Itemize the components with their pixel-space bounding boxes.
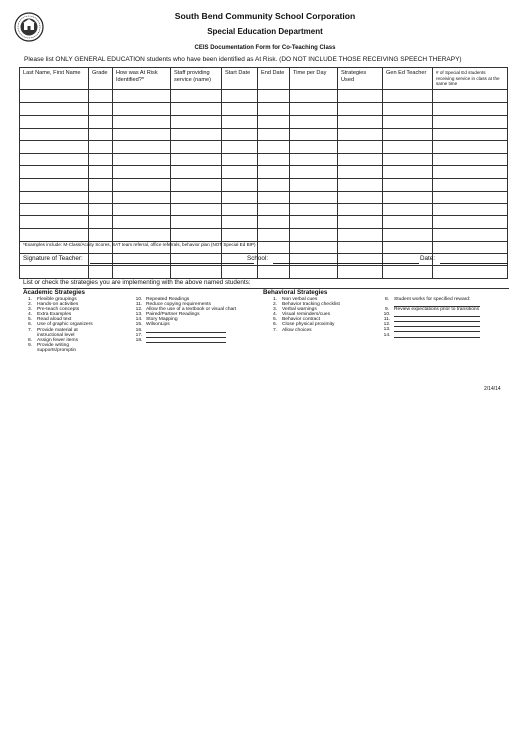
table-cell[interactable]	[290, 203, 338, 215]
strategy-text: Hands-on activities	[37, 302, 79, 308]
strategy-text: Assign fewer items	[37, 337, 79, 343]
table-cell[interactable]	[20, 178, 89, 191]
signature-line	[23, 255, 508, 265]
table-cell[interactable]	[338, 102, 383, 115]
table-cell[interactable]	[89, 178, 113, 191]
organization-title: South Bend Community School Corporation	[174, 11, 356, 21]
strategy-number: 14.	[135, 317, 143, 323]
table-cell[interactable]	[290, 241, 338, 253]
strategy-number: 15.	[135, 322, 143, 328]
table-row	[20, 165, 508, 178]
strategy-number: 13.	[383, 327, 391, 333]
table-cell[interactable]	[171, 89, 222, 102]
table-cell[interactable]	[383, 165, 433, 178]
strategy-text: Close physical proximity	[282, 322, 335, 328]
table-cell[interactable]	[290, 178, 338, 191]
table-cell[interactable]	[383, 191, 433, 203]
table-row	[20, 228, 508, 241]
strategy-number: 13.	[135, 312, 143, 318]
table-cell[interactable]	[383, 265, 433, 278]
column-header: Start Date	[222, 68, 258, 90]
table-row	[20, 153, 508, 165]
table-cell[interactable]	[258, 128, 290, 140]
table-row	[20, 178, 508, 191]
table-cell[interactable]	[171, 153, 222, 165]
table-cell[interactable]	[20, 153, 89, 165]
strategy-number: 10.	[383, 312, 391, 318]
table-cell[interactable]	[222, 140, 258, 153]
table-cell[interactable]	[113, 191, 171, 203]
table-cell[interactable]	[383, 215, 433, 228]
strategy-number: 11.	[383, 317, 391, 323]
strategy-text: Pre-teach concepts	[37, 307, 80, 313]
table-row	[20, 203, 508, 215]
table-cell[interactable]	[89, 153, 113, 165]
table-cell[interactable]	[383, 203, 433, 215]
academic-list-col1	[23, 297, 93, 353]
table-cell[interactable]	[20, 203, 89, 215]
strategy-number: 2.	[27, 302, 33, 308]
table-cell[interactable]	[89, 203, 113, 215]
table-cell[interactable]	[383, 115, 433, 128]
table-cell[interactable]	[290, 153, 338, 165]
table-cell[interactable]	[89, 128, 113, 140]
table-cell[interactable]	[89, 140, 113, 153]
table-cell[interactable]	[338, 140, 383, 153]
table-cell[interactable]	[290, 140, 338, 153]
strategy-text: Read aloud text	[37, 317, 72, 323]
strategy-text: Visual reminders/cues	[282, 312, 331, 318]
table-cell[interactable]	[171, 265, 222, 278]
table-cell[interactable]	[258, 140, 290, 153]
table-cell[interactable]	[290, 115, 338, 128]
table-cell[interactable]	[171, 128, 222, 140]
strategy-text: Behavior contract	[282, 317, 321, 323]
school-field[interactable]	[273, 263, 419, 264]
table-cell[interactable]	[433, 115, 508, 128]
table-row	[20, 115, 508, 128]
table-cell[interactable]	[433, 241, 508, 253]
strategy-number: 8.	[27, 337, 33, 343]
strategy-number: 7.	[27, 327, 33, 333]
table-cell[interactable]	[171, 228, 222, 241]
strategy-number: 5.	[27, 317, 33, 323]
table-cell[interactable]	[258, 265, 290, 278]
table-cell[interactable]	[20, 215, 89, 228]
strategy-number: 3.	[27, 307, 33, 313]
strategy-number: 6.	[272, 322, 278, 328]
column-header: Last Name, First Name	[20, 68, 89, 90]
table-cell[interactable]	[113, 115, 171, 128]
strategy-number: 1.	[27, 297, 33, 302]
date-label: Date:	[420, 255, 436, 262]
strategy-number: 12.	[383, 322, 391, 328]
table-cell[interactable]	[258, 228, 290, 241]
table-cell[interactable]	[338, 265, 383, 278]
table-cell[interactable]	[433, 128, 508, 140]
table-cell[interactable]	[258, 241, 290, 253]
table-cell[interactable]	[113, 153, 171, 165]
strategy-text: Verbal warnings	[282, 307, 317, 313]
table-row	[20, 89, 508, 102]
strategy-blank-line[interactable]	[146, 338, 226, 343]
strategy-number: 14.	[383, 332, 391, 338]
table-cell[interactable]	[20, 102, 89, 115]
table-cell[interactable]	[20, 191, 89, 203]
table-cell[interactable]	[171, 215, 222, 228]
strategy-number: 4.	[272, 312, 278, 318]
strategy-number: 1.	[272, 297, 278, 302]
table-cell[interactable]	[171, 102, 222, 115]
table-cell[interactable]	[113, 203, 171, 215]
table-cell[interactable]	[113, 178, 171, 191]
strategy-text: Extra Examples	[37, 312, 72, 318]
table-cell[interactable]	[258, 191, 290, 203]
table-cell[interactable]	[383, 128, 433, 140]
table-cell[interactable]	[433, 191, 508, 203]
table-cell[interactable]	[113, 165, 171, 178]
table-cell[interactable]	[222, 203, 258, 215]
column-header: Grade	[89, 68, 113, 90]
table-cell[interactable]	[222, 89, 258, 102]
strategy-number: 10.	[135, 297, 143, 302]
strategy-number: 16.	[135, 327, 143, 333]
table-cell[interactable]	[258, 203, 290, 215]
table-cell[interactable]	[113, 265, 171, 278]
behavioral-list-col1	[268, 297, 340, 333]
teacher-signature-label: Signature of Teacher:	[23, 255, 83, 262]
table-row	[20, 265, 508, 278]
table-cell[interactable]	[258, 153, 290, 165]
table-cell[interactable]	[222, 115, 258, 128]
table-cell[interactable]	[433, 228, 508, 241]
strategy-number: 9.	[27, 342, 33, 348]
strategy-text: Allow the use of a textbook or visual chart	[146, 307, 237, 313]
table-row	[20, 128, 508, 140]
table-cell[interactable]	[20, 228, 89, 241]
table-cell[interactable]	[258, 115, 290, 128]
column-header: Gen Ed Teacher	[383, 68, 433, 90]
table-cell[interactable]	[258, 178, 290, 191]
table-cell[interactable]	[433, 102, 508, 115]
table-cell[interactable]	[113, 102, 171, 115]
table-cell[interactable]	[338, 128, 383, 140]
column-header: End Date	[258, 68, 290, 90]
table-cell[interactable]	[258, 89, 290, 102]
table-cell[interactable]	[338, 228, 383, 241]
table-cell[interactable]	[433, 203, 508, 215]
table-cell[interactable]	[433, 140, 508, 153]
table-cell[interactable]	[113, 215, 171, 228]
form-instructions: Please list ONLY GENERAL EDUCATION students who have been identified as At Risk. (DO NOT INCLUDE THOSE RECEIVING SPEECH THERAPY)	[24, 56, 462, 63]
table-cell[interactable]	[338, 89, 383, 102]
table-cell[interactable]	[338, 153, 383, 165]
table-cell[interactable]	[338, 191, 383, 203]
strategy-item	[23, 348, 93, 353]
table-cell[interactable]	[383, 153, 433, 165]
table-cell[interactable]	[222, 191, 258, 203]
table-cell[interactable]	[258, 215, 290, 228]
strategy-text: supports/promptin	[37, 347, 77, 353]
table-cell[interactable]	[20, 165, 89, 178]
table-cell[interactable]	[383, 89, 433, 102]
table-cell[interactable]	[222, 265, 258, 278]
strategy-text: Provide writing	[37, 342, 70, 348]
table-cell[interactable]	[290, 265, 338, 278]
table-cell[interactable]	[113, 128, 171, 140]
school-label: School:	[247, 255, 269, 262]
strategy-text: instructional level	[37, 332, 75, 338]
table-cell[interactable]	[171, 178, 222, 191]
table-header-row	[20, 68, 508, 90]
strategy-text: Provide material at	[37, 327, 78, 333]
strategy-text: Use of graphic organizers	[37, 322, 93, 328]
table-cell[interactable]	[20, 89, 89, 102]
table-cell[interactable]	[290, 165, 338, 178]
revision-date: 2/14/14	[484, 386, 501, 392]
table-cell[interactable]	[222, 178, 258, 191]
table-cell[interactable]	[20, 115, 89, 128]
table-cell[interactable]	[290, 215, 338, 228]
table-cell[interactable]	[383, 102, 433, 115]
table-cell[interactable]	[113, 140, 171, 153]
strategy-number: 11.	[135, 302, 143, 308]
table-cell[interactable]	[290, 228, 338, 241]
strategy-text: Student works for specified reward:	[394, 297, 471, 302]
table-cell[interactable]	[89, 265, 113, 278]
table-cell[interactable]	[113, 228, 171, 241]
date-field[interactable]	[440, 263, 508, 264]
table-cell[interactable]	[113, 89, 171, 102]
table-cell[interactable]	[171, 115, 222, 128]
table-cell[interactable]	[222, 215, 258, 228]
table-row	[20, 215, 508, 228]
table-cell[interactable]	[89, 165, 113, 178]
table-cell[interactable]	[433, 265, 508, 278]
column-header: Strategies Used	[338, 68, 383, 90]
column-header: # of Special Ed students receiving service in class at the same time	[433, 68, 508, 90]
examples-footnote: *Examples include: M-Class/Acuity Scores, SAT team referral, office referrals, behavior plan (NOT Special Ed BIP)	[23, 242, 256, 247]
strategy-blank-line[interactable]	[394, 333, 480, 338]
strategy-text: Reduce copying requirements	[146, 302, 211, 308]
table-cell[interactable]	[433, 153, 508, 165]
strategy-text: Story Mapping	[146, 317, 178, 323]
table-cell[interactable]	[338, 203, 383, 215]
strategy-number: 17.	[135, 332, 143, 338]
strategy-text: Repeated Readings	[146, 297, 190, 302]
table-row	[20, 102, 508, 115]
strategy-number	[23, 348, 37, 353]
table-cell[interactable]	[383, 241, 433, 253]
table-cell[interactable]	[222, 102, 258, 115]
strategy-item	[268, 328, 340, 333]
table-cell[interactable]	[383, 228, 433, 241]
table-cell[interactable]	[89, 228, 113, 241]
strategy-item	[132, 338, 236, 343]
table-cell[interactable]	[290, 89, 338, 102]
strategy-text: Behavior tracking checklist	[282, 302, 340, 308]
behavioral-list-col2	[380, 297, 480, 338]
table-cell[interactable]	[171, 191, 222, 203]
table-cell[interactable]	[290, 102, 338, 115]
table-cell[interactable]	[222, 128, 258, 140]
strategies-prompt: List or check the strategies you are implementing with the above named students:	[23, 279, 251, 286]
table-cell[interactable]	[338, 115, 383, 128]
table-cell[interactable]	[89, 191, 113, 203]
strategy-text: Review expectations prior to transitions	[394, 307, 480, 313]
table-cell[interactable]	[290, 128, 338, 140]
strategy-number: 7.	[272, 327, 278, 333]
table-cell[interactable]	[383, 178, 433, 191]
strategy-text: WilsonLips	[146, 322, 170, 328]
department-title: Special Education Department	[207, 27, 323, 36]
form-title: CEIS Documentation Form for Co-Teaching Class	[194, 45, 336, 51]
table-cell[interactable]	[258, 102, 290, 115]
table-row	[20, 191, 508, 203]
strategy-text: Flexible groupings	[37, 297, 77, 302]
table-cell[interactable]	[433, 178, 508, 191]
table-cell[interactable]	[338, 165, 383, 178]
table-cell[interactable]	[89, 89, 113, 102]
strategy-number: 5.	[272, 317, 278, 323]
table-cell[interactable]	[89, 215, 113, 228]
table-cell[interactable]	[222, 228, 258, 241]
table-cell[interactable]	[433, 89, 508, 102]
strategy-text: Paired/Partner Readings	[146, 312, 200, 318]
column-header: How was At Risk Identified?*	[113, 68, 171, 90]
table-cell[interactable]	[338, 215, 383, 228]
column-header: Time per Day	[290, 68, 338, 90]
strategy-text: Non verbal cues	[282, 297, 318, 302]
table-cell[interactable]	[89, 102, 113, 115]
table-cell[interactable]	[171, 165, 222, 178]
table-cell[interactable]	[290, 191, 338, 203]
table-cell[interactable]	[222, 165, 258, 178]
strategy-number: 4.	[27, 312, 33, 318]
table-cell[interactable]	[338, 178, 383, 191]
academic-strategies-title: Academic Strategies	[23, 289, 85, 296]
table-cell[interactable]	[258, 165, 290, 178]
table-row	[20, 140, 508, 153]
teacher-signature-field[interactable]	[90, 263, 254, 264]
table-cell[interactable]	[89, 115, 113, 128]
strategy-number: 12.	[135, 307, 143, 313]
strategy-number: 18.	[135, 337, 143, 343]
table-cell[interactable]	[20, 128, 89, 140]
strategy-number: 8.	[384, 297, 390, 302]
table-cell[interactable]	[20, 140, 89, 153]
strategy-number: 2.	[272, 302, 278, 308]
table-cell[interactable]	[433, 165, 508, 178]
strategy-number: 9.	[384, 307, 390, 313]
table-cell[interactable]	[171, 140, 222, 153]
table-cell[interactable]	[433, 215, 508, 228]
strategy-number: 3.	[272, 307, 278, 313]
table-cell[interactable]	[383, 140, 433, 153]
behavioral-strategies-title: Behavioral Strategies	[263, 289, 328, 296]
table-cell[interactable]	[171, 203, 222, 215]
table-cell[interactable]	[338, 241, 383, 253]
academic-list-col2	[132, 297, 236, 343]
column-header: Staff providing service (name)	[171, 68, 222, 90]
strategy-item	[380, 333, 480, 338]
strategy-text: Allow choices	[282, 327, 312, 333]
strategy-number: 6.	[27, 322, 33, 328]
table-cell[interactable]	[20, 265, 89, 278]
table-cell[interactable]	[222, 153, 258, 165]
